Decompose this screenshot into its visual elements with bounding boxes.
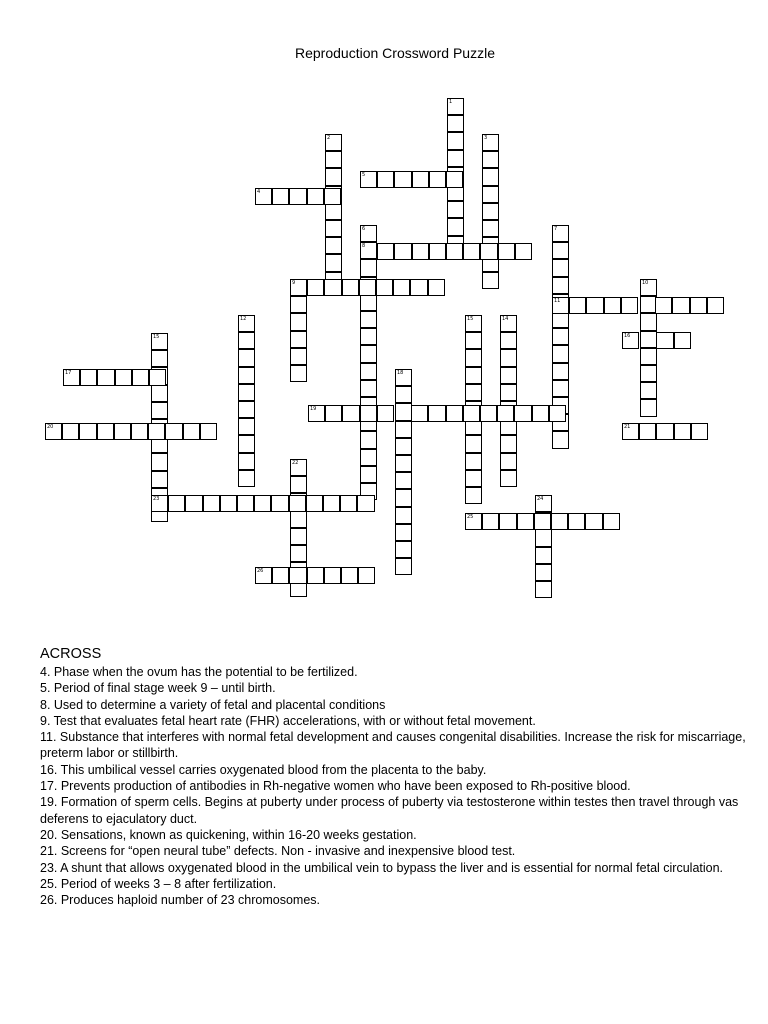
crossword-cell[interactable] [552,328,569,345]
crossword-cell[interactable] [412,171,429,188]
crossword-cell[interactable] [238,470,255,487]
crossword-cell[interactable] [272,188,289,205]
crossword-cell[interactable] [360,431,377,448]
crossword-cell[interactable] [377,171,394,188]
crossword-cell[interactable] [690,297,707,314]
clue-number: 15 [467,316,474,322]
crossword-cell[interactable] [447,132,464,149]
crossword-cell[interactable] [360,466,377,483]
crossword-cell[interactable] [290,279,307,296]
crossword-cell[interactable] [254,495,271,512]
crossword-cell[interactable] [238,384,255,401]
crossword-cell[interactable] [342,405,359,422]
crossword-cell[interactable] [429,243,446,260]
crossword-cell[interactable] [552,380,569,397]
crossword-cell[interactable] [80,369,97,386]
clue-across-20: 20. Sensations, known as quickening, within 16-20 weeks gestation. [40,827,417,842]
crossword-cell[interactable] [62,423,79,440]
crossword-cell[interactable] [183,423,200,440]
crossword-cell[interactable] [148,423,165,440]
clue-number: 9 [292,280,296,286]
crossword-cell[interactable] [552,259,569,276]
crossword-cell[interactable] [360,328,377,345]
clue-number: 11 [554,298,561,304]
crossword-cell[interactable] [151,495,168,512]
crossword-cell[interactable] [340,495,357,512]
crossword-cell[interactable] [585,513,602,530]
crossword-cell[interactable] [342,279,359,296]
crossword-cell[interactable] [115,369,132,386]
crossword-cell[interactable] [360,242,377,259]
crossword-cell[interactable] [151,385,168,402]
crossword-cell[interactable] [151,471,168,488]
crossword-cell[interactable] [552,225,569,242]
crossword-cell[interactable] [376,279,393,296]
clue-number: 10 [642,280,649,286]
crossword-cell[interactable] [360,294,377,311]
crossword-cell[interactable] [114,423,131,440]
crossword-cell[interactable] [132,369,149,386]
crossword-cell[interactable] [535,564,552,581]
crossword-cell[interactable] [482,513,499,530]
crossword-cell[interactable] [551,513,568,530]
crossword-cell[interactable] [289,188,306,205]
crossword-cell[interactable] [395,438,412,455]
crossword-cell[interactable] [325,220,342,237]
crossword-cell[interactable] [656,332,673,349]
crossword-cell[interactable] [290,331,307,348]
crossword-cell[interactable] [640,348,657,365]
crossword-cell[interactable] [674,423,691,440]
crossword-cell[interactable] [499,513,516,530]
crossword-cell[interactable] [395,558,412,575]
crossword-cell[interactable] [465,349,482,366]
crossword-cell[interactable] [79,423,96,440]
crossword-cell[interactable] [482,186,499,203]
crossword-cell[interactable] [290,528,307,545]
page-title: Reproduction Crossword Puzzle [295,45,495,61]
crossword-cell[interactable] [514,405,531,422]
crossword-cell[interactable] [482,220,499,237]
crossword-cell[interactable] [549,405,566,422]
crossword-cell[interactable] [149,369,166,386]
crossword-cell[interactable] [393,279,410,296]
crossword-cell[interactable] [569,297,586,314]
crossword-cell[interactable] [255,567,272,584]
crossword-cell[interactable] [535,547,552,564]
clue-number: 16 [624,333,631,339]
crossword-cell[interactable] [289,495,306,512]
crossword-cell[interactable] [428,405,445,422]
crossword-cell[interactable] [429,171,446,188]
crossword-cell[interactable] [394,243,411,260]
crossword-cell[interactable] [552,431,569,448]
crossword-cell[interactable] [151,350,168,367]
crossword-cell[interactable] [151,453,168,470]
crossword-cell[interactable] [395,386,412,403]
crossword-cell[interactable] [447,150,464,167]
crossword-cell[interactable] [568,513,585,530]
crossword-cell[interactable] [307,567,324,584]
crossword-cell[interactable] [463,405,480,422]
crossword-cell[interactable] [500,435,517,452]
crossword-cell[interactable] [151,402,168,419]
clue-number: 25 [467,514,474,520]
crossword-cell[interactable] [360,311,377,328]
crossword-cell[interactable] [395,489,412,506]
crossword-cell[interactable] [185,495,202,512]
crossword-cell[interactable] [359,279,376,296]
clue-across-8: 8. Used to determine a variety of fetal and placental conditions [40,697,386,712]
crossword-cell[interactable] [324,188,341,205]
crossword-cell[interactable] [552,345,569,362]
crossword-cell[interactable] [238,401,255,418]
crossword-cell[interactable] [325,237,342,254]
crossword-cell[interactable] [325,254,342,271]
crossword-cell[interactable] [168,495,185,512]
crossword-cell[interactable] [515,243,532,260]
crossword-cell[interactable] [480,405,497,422]
crossword-cell[interactable] [622,332,639,349]
crossword-cell[interactable] [290,348,307,365]
crossword-cell[interactable] [238,367,255,384]
crossword-cell[interactable] [465,367,482,384]
crossword-cell[interactable] [621,297,638,314]
crossword-cell[interactable] [360,405,377,422]
crossword-cell[interactable] [306,495,323,512]
crossword-cell[interactable] [395,455,412,472]
crossword-cell[interactable] [639,423,656,440]
crossword-cell[interactable] [482,134,499,151]
crossword-cell[interactable] [446,171,463,188]
crossword-cell[interactable] [447,201,464,218]
crossword-cell[interactable] [446,243,463,260]
crossword-cell[interactable] [534,513,551,530]
crossword-cell[interactable] [165,423,182,440]
crossword-cell[interactable] [325,151,342,168]
crossword-cell[interactable] [323,495,340,512]
crossword-cell[interactable] [482,151,499,168]
crossword-cell[interactable] [535,529,552,546]
crossword-cell[interactable] [45,423,62,440]
crossword-cell[interactable] [672,297,689,314]
crossword-cell[interactable] [465,487,482,504]
crossword-cell[interactable] [465,384,482,401]
crossword-cell[interactable] [238,349,255,366]
crossword-cell[interactable] [360,363,377,380]
crossword-cell[interactable] [324,279,341,296]
clue-across-26: 26. Produces haploid number of 23 chromosomes. [40,893,321,908]
crossword-cell[interactable] [151,333,168,350]
crossword-cell[interactable] [289,567,306,584]
crossword-cell[interactable] [237,495,254,512]
crossword-cell[interactable] [656,423,673,440]
crossword-cell[interactable] [465,332,482,349]
crossword-cell[interactable] [465,513,482,530]
crossword-cell[interactable] [446,405,463,422]
clue-number: 2 [327,135,331,141]
clue-across-17: 17. Prevents production of antibodies in Rh-negative women who have been exposed to Rh-positive blood. [40,779,631,794]
crossword-cell[interactable] [325,168,342,185]
crossword-cell[interactable] [360,225,377,242]
crossword-cell[interactable] [395,524,412,541]
crossword-cell[interactable] [410,279,427,296]
crossword-cell[interactable] [255,188,272,205]
crossword-cell[interactable] [482,272,499,289]
crossword-cell[interactable] [271,495,288,512]
crossword-cell[interactable] [325,203,342,220]
crossword-cell[interactable] [325,405,342,422]
crossword-cell[interactable] [447,98,464,115]
clue-across-4: 4. Phase when the ovum has the potential to be fertilized. [40,665,358,679]
crossword-cell[interactable] [131,423,148,440]
clue-across-11: 11. Substance that interferes with normal fetal development and causes congenital disabilities. Increase the risk for miscarriage, preterm labor or stillbirth. [40,730,746,761]
crossword-cell[interactable] [640,382,657,399]
crossword-cell[interactable] [500,349,517,366]
crossword-cell[interactable] [707,297,724,314]
clue-across-25: 25. Period of weeks 3 – 8 after fertilization. [40,876,277,891]
crossword-cell[interactable] [360,259,377,276]
clue-number: 17 [65,370,72,376]
crossword-cell[interactable] [377,243,394,260]
crossword-cell[interactable] [500,367,517,384]
clue-number: 19 [310,406,317,412]
crossword-cell[interactable] [447,218,464,235]
crossword-cell[interactable] [290,459,307,476]
crossword-cell[interactable] [203,495,220,512]
crossword-cell[interactable] [63,369,80,386]
crossword-cell[interactable] [640,279,657,296]
crossword-cell[interactable] [377,405,394,422]
crossword-cell[interactable] [535,581,552,598]
crossword-cell[interactable] [395,403,412,420]
crossword-cell[interactable] [497,405,514,422]
crossword-cell[interactable] [465,435,482,452]
crossword-cell[interactable] [307,279,324,296]
crossword-cell[interactable] [395,421,412,438]
clue-across-5: 5. Period of final stage week 9 – until birth. [40,681,276,696]
crossword-cell[interactable] [532,405,549,422]
crossword-cell[interactable] [552,277,569,294]
clue-number: 26 [257,568,264,574]
clue-number: 14 [502,316,509,322]
crossword-cell[interactable] [465,470,482,487]
crossword-cell[interactable] [517,513,534,530]
crossword-cell[interactable] [358,567,375,584]
clue-number: 6 [362,226,366,232]
crossword-cell[interactable] [640,365,657,382]
crossword-cell[interactable] [482,203,499,220]
clue-number: 23 [153,496,160,502]
crossword-cell[interactable] [238,332,255,349]
crossword-cell[interactable] [290,476,307,493]
clue-across-9: 9. Test that evaluates fetal heart rate (FHR) accelerations, with or without fetal movement. [40,713,536,728]
crossword-cell[interactable] [357,495,374,512]
crossword-cell[interactable] [500,453,517,470]
crossword-cell[interactable] [500,384,517,401]
crossword-cell[interactable] [395,472,412,489]
crossword-cell[interactable] [360,449,377,466]
crossword-cell[interactable] [640,399,657,416]
crossword-cell[interactable] [290,511,307,528]
crossword-cell[interactable] [498,243,515,260]
across-clues-section [40,645,755,908]
crossword-cell[interactable] [325,134,342,151]
crossword-cell[interactable] [604,297,621,314]
clue-number: 8 [362,243,366,250]
crossword-cell[interactable] [360,345,377,362]
clue-across-19: 19. Formation of sperm cells. Begins at puberty under process of puberty via testosterone within testes then travel through vas deferens to ejaculatory duct. [40,795,739,826]
crossword-cell[interactable] [480,243,497,260]
across-heading: ACROSS [40,646,102,662]
crossword-cell[interactable] [238,418,255,435]
crossword-cell[interactable] [360,380,377,397]
crossword-cell[interactable] [395,369,412,386]
clue-across-16: 16. This umbilical vessel carries oxygenated blood from the placenta to the baby. [40,762,487,777]
clue-number: 5 [362,172,366,178]
crossword-cell[interactable] [500,332,517,349]
crossword-cell[interactable] [307,188,324,205]
crossword-cell[interactable] [500,470,517,487]
crossword-cell[interactable] [308,405,325,422]
clue-across-21: 21. Screens for “open neural tube” defects. Non - invasive and inexpensive blood test. [40,844,516,859]
crossword-cell[interactable] [360,171,377,188]
clue-number: 18 [397,370,404,376]
crossword-cell[interactable] [272,567,289,584]
clue-number: 24 [537,496,544,502]
crossword-cell[interactable] [200,423,217,440]
crossword-cell[interactable] [395,507,412,524]
crossword-cell[interactable] [640,313,657,330]
crossword-cell[interactable] [465,315,482,332]
crossword-cell[interactable] [238,435,255,452]
crossword-cell[interactable] [394,171,411,188]
crossword-cell[interactable] [220,495,237,512]
crossword-cell[interactable] [395,541,412,558]
crossword-cell[interactable] [622,423,639,440]
crossword-cell[interactable] [640,331,657,348]
crossword-cell[interactable] [463,243,480,260]
clue-number: 1 [449,99,453,105]
crossword-cell[interactable] [552,297,569,314]
clue-number: 20 [47,424,54,430]
clue-number: 15 [153,334,160,340]
crossword-cell[interactable] [691,423,708,440]
crossword-cell[interactable] [290,313,307,330]
clue-number: 3 [484,135,488,141]
crossword-cell[interactable] [552,242,569,259]
clue-number: 21 [624,424,631,430]
crossword-cell[interactable] [500,315,517,332]
crossword-cell[interactable] [586,297,603,314]
clue-across-23: 23. A shunt that allows oxygenated blood in the umbilical vein to bypass the liver and is essential for normal fetal circulation. [40,860,724,875]
clue-number: 7 [554,226,558,232]
crossword-cell[interactable] [535,495,552,512]
crossword-cell[interactable] [603,513,620,530]
crossword-cell[interactable] [411,405,428,422]
crossword-cell[interactable] [412,243,429,260]
crossword-cell[interactable] [674,332,691,349]
crossword-cell[interactable] [238,315,255,332]
crossword-cell[interactable] [290,545,307,562]
crossword-cell[interactable] [428,279,445,296]
crossword-cell[interactable] [655,297,672,314]
crossword-cell[interactable] [324,567,341,584]
crossword-cell[interactable] [97,369,114,386]
crossword-cell[interactable] [552,363,569,380]
crossword-cell[interactable] [447,115,464,132]
crossword-cell[interactable] [290,296,307,313]
clue-number: 12 [240,316,247,322]
crossword-cell[interactable] [341,567,358,584]
crossword-cell[interactable] [482,168,499,185]
clue-number: 4 [257,189,261,195]
crossword-cell[interactable] [238,453,255,470]
crossword-cell[interactable] [465,453,482,470]
crossword-cell[interactable] [290,365,307,382]
clue-number: 22 [292,460,299,466]
crossword-cell[interactable] [97,423,114,440]
